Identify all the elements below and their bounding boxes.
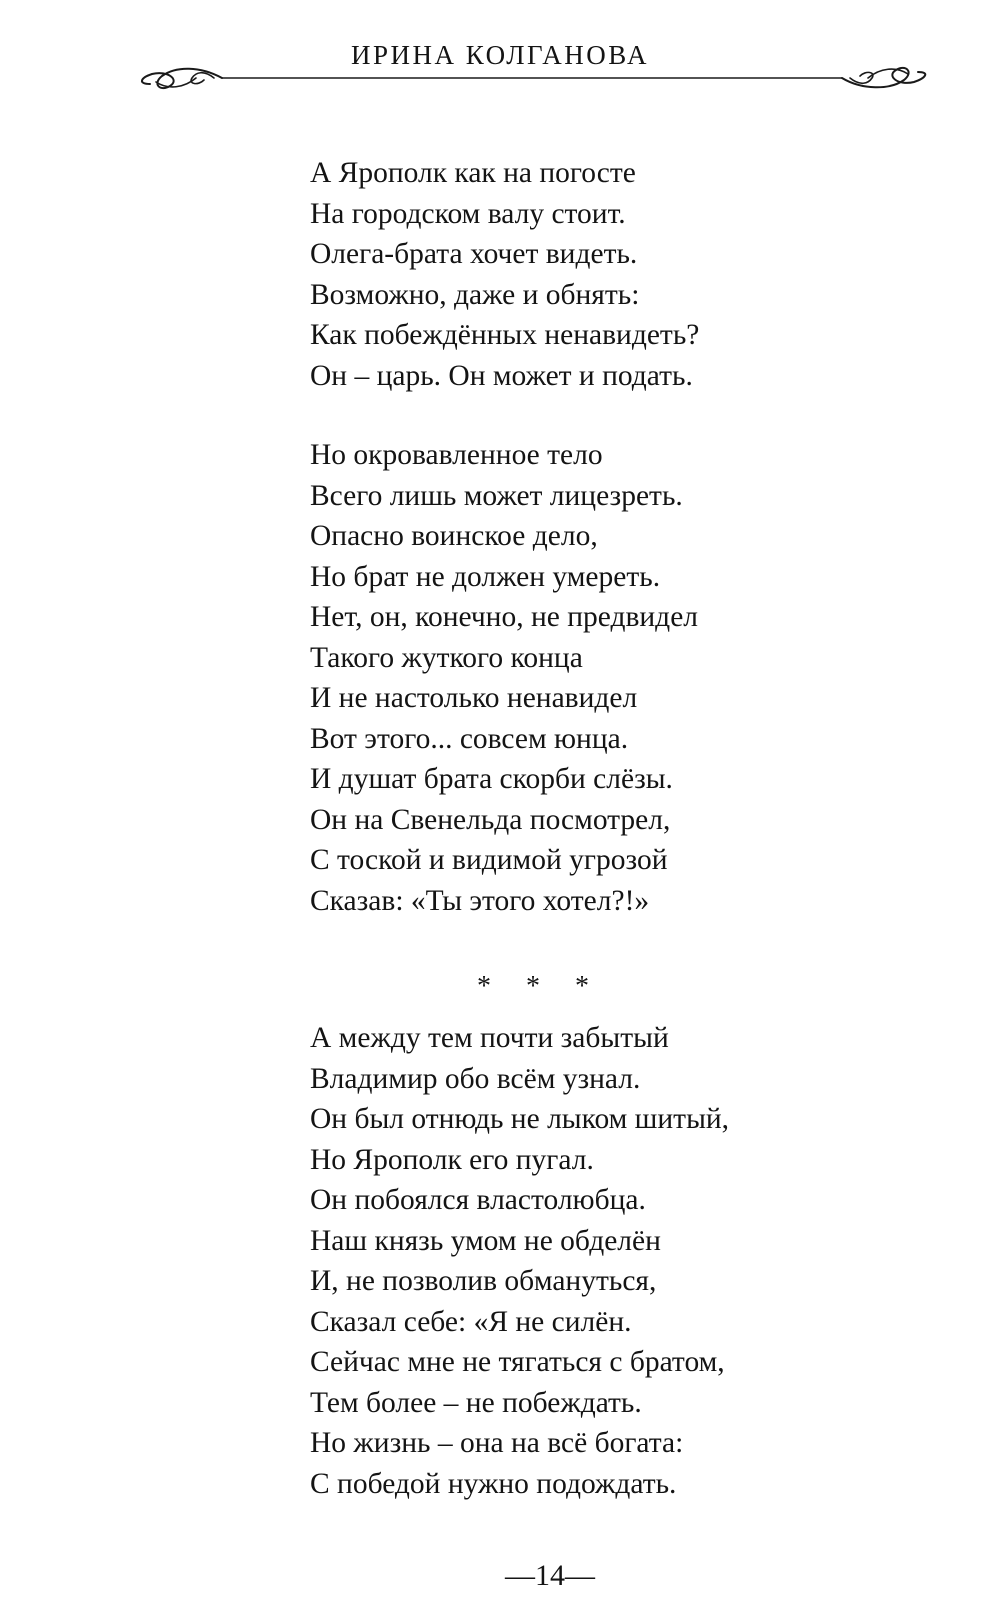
verse-line: Наш князь умом не обделён	[310, 1224, 661, 1257]
verse-line: На городском валу стоит.	[310, 197, 626, 230]
verse-line: Сказал себе: «Я не силён.	[310, 1305, 632, 1338]
page-header	[0, 0, 1000, 110]
section-separator-asterisks: * * *	[477, 971, 603, 1002]
verse-line: А между тем почти забытый	[310, 1022, 669, 1054]
verse-line: Как побеждённых ненавидеть?	[310, 319, 700, 351]
verse-line: Сейчас мне не тягаться с братом,	[310, 1346, 725, 1378]
verse-line: Но жизнь – она на всё богата:	[310, 1427, 684, 1459]
stanza-3	[310, 1018, 930, 1504]
page-number: —14—	[505, 1559, 595, 1592]
verse-line: Но Ярополк его пугал.	[310, 1143, 594, 1176]
verse-line: Опасно воинское дело,	[310, 520, 598, 552]
verse-line: Сказав: «Ты этого хотел?!»	[310, 884, 650, 917]
verse-line: Но окровавленное тело	[310, 439, 603, 471]
verse-line: Нет, он, конечно, не предвидел	[310, 601, 699, 633]
verse-line: Такого жуткого конца	[310, 641, 583, 674]
verse-line: Он побоялся властолюбца.	[310, 1184, 646, 1216]
verse-line: Олега-брата хочет видеть.	[310, 238, 638, 270]
verse-line: Он был отнюдь не лыком шитый,	[310, 1103, 730, 1135]
verse-line: Тем более – не побеждать.	[310, 1386, 642, 1419]
verse-line: Возможно, даже и обнять:	[310, 278, 640, 311]
verse-line: А Ярополк как на погосте	[310, 157, 636, 189]
header-rule-ornament	[0, 60, 1000, 100]
verse-line: Но брат не должен умереть.	[310, 560, 661, 593]
verse-line: И, не позволив обмануться,	[310, 1265, 657, 1297]
verse-line: Владимир обо всём узнал.	[310, 1062, 641, 1095]
verse-line: Он – царь. Он может и подать.	[310, 359, 693, 392]
verse-line: И не настолько ненавидел	[310, 682, 638, 714]
verse-line: Он на Свенельда посмотрел,	[310, 803, 671, 836]
stanza-2	[310, 435, 930, 921]
verse-line: С победой нужно подождать.	[310, 1467, 677, 1500]
verse-line: Всего лишь может лицезреть.	[310, 479, 683, 512]
running-head-author: ИРИНА КОЛГАНОВА	[350, 40, 650, 70]
verse-line: И душат брата скорби слёзы.	[310, 763, 673, 795]
verse-line: Вот этого... совсем юнца.	[310, 722, 629, 755]
stanza-1	[310, 153, 930, 396]
verse-line: С тоской и видимой угрозой	[310, 844, 668, 876]
